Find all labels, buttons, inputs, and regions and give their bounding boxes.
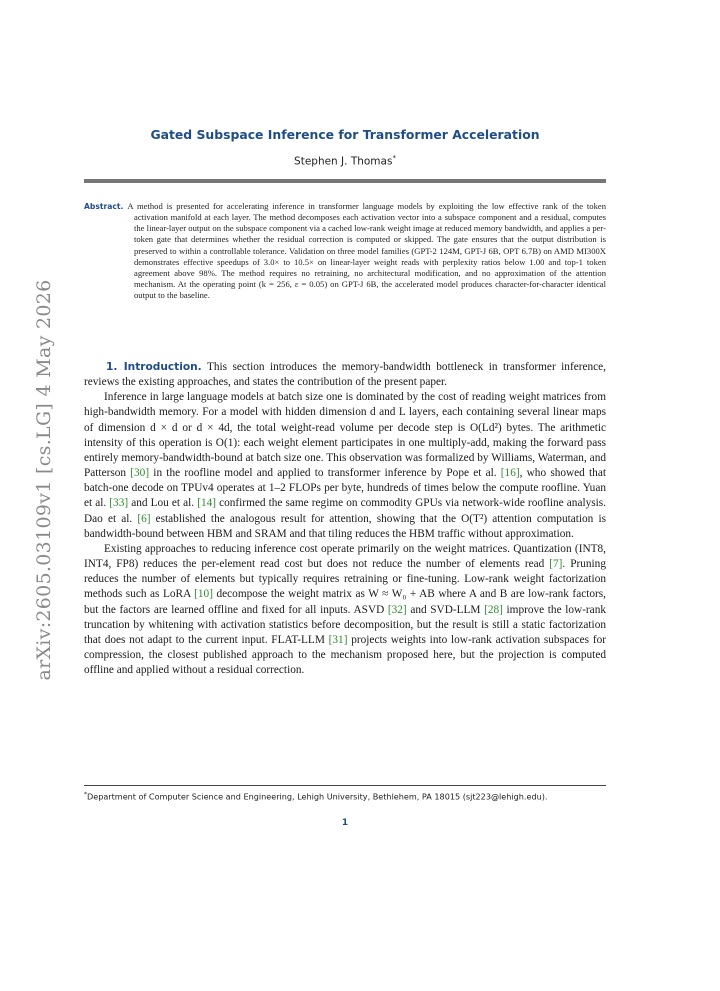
citation-link[interactable]: [30] bbox=[130, 467, 150, 480]
text-run: decompose the weight matrix as W ≈ W₀ + AB where A and B are low-rank factors, but the factors are learned offline and fixed for all inputs. ASVD bbox=[84, 588, 606, 616]
paragraph-2 bbox=[84, 542, 606, 678]
text-run: , who showed that batch-one decode on TPUv4 operates at 1–2 FLOPs per byte, hundreds of times below the compute roofline. Yuan et al. bbox=[84, 467, 606, 510]
citation-link[interactable]: [31] bbox=[328, 633, 348, 646]
title-rule bbox=[84, 179, 606, 183]
text-run: Inference in large language models at batch size one is dominated by the cost of reading weight matrices from high-bandwidth memory. For a model with hidden dimension d and L layers, each containing several linear maps of dimension d × d or d × 4d, the total weight-read volume per decode step is O(Ld²) bytes. The arithmetic intensity of this operation is O(1): each weight element participates in one multiply-add, making the forward pass entirely memory-bandwidth-bound at batch size one. This observation was formalized by Williams, Waterman, and Patterson bbox=[84, 391, 606, 480]
intro-lead: This section introduces the memory-bandwidth bottleneck in transformer inference, reviews the existing approaches, and states the contribution of the present paper. bbox=[84, 361, 607, 389]
paper-title: Gated Subspace Inference for Transformer Acceleration bbox=[150, 127, 540, 142]
text-run: established the analogous result for attention, showing that the O(T²) attention computation is bandwidth-bound between HBM and SRAM and that tiling reduces the HBM traffic without approximation. bbox=[84, 512, 606, 540]
text-run: projects weights into low-rank activation subspaces for compression, the closest published approach to the mechanism proposed here, but the projection is computed offline and applied without a residual correction. bbox=[84, 633, 606, 677]
citation-link[interactable]: [32] bbox=[387, 603, 407, 616]
footnote-text: Department of Computer Science and Engineering, Lehigh University, Bethlehem, PA 18015 (sjt223@lehigh.edu). bbox=[87, 791, 548, 802]
citation-link[interactable]: [6] bbox=[137, 512, 151, 525]
author-line bbox=[0, 154, 690, 168]
citation-link[interactable]: [33] bbox=[109, 497, 129, 510]
text-run: improve the low-rank truncation by whitening with activation statistics before decomposition, but the result is still a static factorization that does not adapt to the current input. FLAT-LLM bbox=[84, 603, 606, 646]
citation-link[interactable]: [28] bbox=[484, 603, 503, 616]
arxiv-identifier: arXiv:2605.03109v1 [cs.LG] 4 May 2026 bbox=[33, 279, 55, 681]
citation-link[interactable]: [14] bbox=[197, 497, 217, 510]
text-run: Existing approaches to reducing inference cost operate primarily on the weight matrices. Quantization (INT8, INT4, FP8) reduces the per-element read cost but does not reduce the number of elements read bbox=[84, 542, 606, 571]
author-name: Stephen J. Thomas bbox=[294, 155, 393, 168]
section-heading: 1. Introduction. bbox=[106, 361, 202, 373]
paragraph-1 bbox=[84, 390, 606, 542]
abstract-label: Abstract. bbox=[84, 202, 124, 211]
citation-link[interactable]: [10] bbox=[194, 588, 213, 601]
footnote-rule bbox=[84, 785, 606, 786]
citation-link[interactable]: [7] bbox=[549, 558, 563, 571]
text-run: . Pruning reduces the number of elements but typically requires retraining or fine-tuning. Low-rank weight factorization methods such as LoRA bbox=[84, 558, 606, 601]
text-run: in the roofline model and applied to transformer inference by Pope et al. bbox=[149, 467, 501, 480]
footnote bbox=[84, 789, 606, 803]
abstract-text: A method is presented for accelerating inference in transformer language models by exploiting the low effective rank of the token activation manifold at each layer. The method decomposes each activation vector into a subspace component and a residual, computes the linear-layer output on the subspace component via a cached low-rank weight image at reduced memory bandwidth, and applies a per-token gate that determines whether the residual correction is computed or skipped. The gate ensures that the output distribution is preserved to within a controllable tolerance. Validation on three model families (GPT-2 124M, GPT-J 6B, OPT 6.7B) on AMD MI300X demonstrates effective speedups of 3.0× to 10.5× on linear-layer weight reads with perplexity ratios below 1.00 and top-1 token agreement above 98%. The method requires no retraining, no architectural modification, and no approximation of the attention mechanism. At the operating point (k = 256, ε = 0.05) on GPT-J 6B, the accelerated model produces character-for-character identical output to the baseline. bbox=[127, 201, 606, 301]
abstract bbox=[84, 201, 606, 301]
citation-link[interactable]: [16] bbox=[500, 467, 520, 480]
text-run: and Lou et al. bbox=[128, 497, 198, 510]
main-body bbox=[84, 360, 606, 678]
author-footnote-mark: * bbox=[392, 154, 396, 162]
text-run: and SVD-LLM bbox=[406, 603, 485, 616]
page-number: 1 bbox=[341, 818, 349, 828]
footnote-mark: * bbox=[84, 791, 87, 798]
text-run: confirmed the same regime on commodity GPUs via network-wide roofline analysis. Dao et al. bbox=[84, 497, 607, 525]
intro-lead-paragraph bbox=[84, 360, 606, 390]
